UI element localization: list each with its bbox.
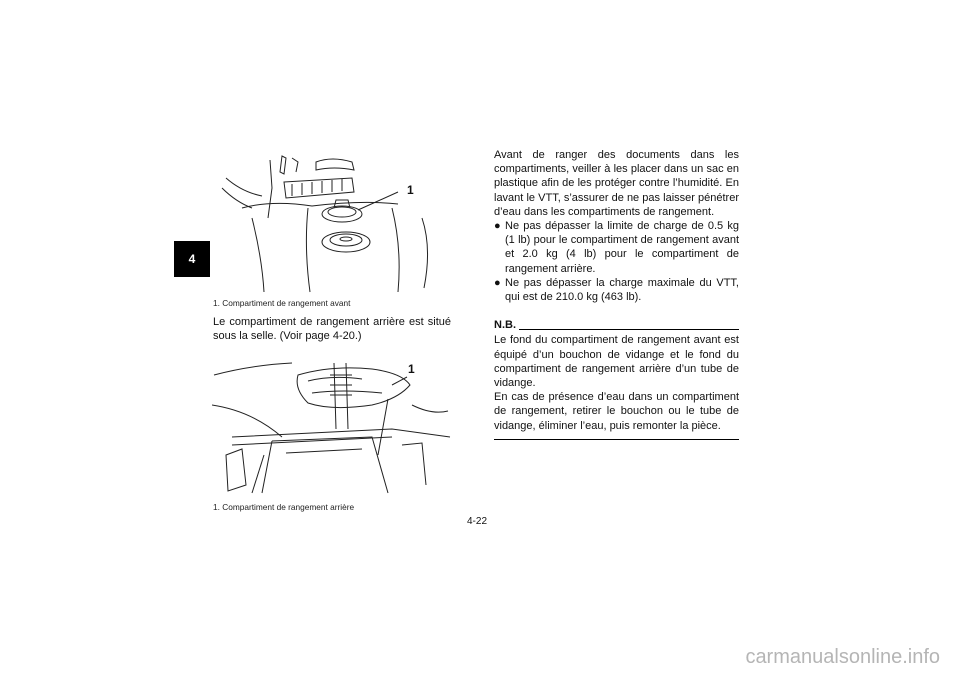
figure1-callout: 1: [407, 183, 414, 197]
figure1-caption: 1. Compartiment de rangement avant: [213, 298, 351, 308]
chapter-tab: 4: [174, 241, 210, 277]
page-number: 4-22: [467, 516, 488, 527]
figure2-caption: 1. Compartiment de rangement arrière: [213, 502, 355, 512]
bullet-icon: ●: [494, 276, 501, 289]
rear-storage-illustration: [212, 345, 452, 495]
figure2-callout: 1: [408, 362, 415, 376]
note-label: N.B.: [494, 319, 516, 332]
watermark: carmanualsonline.info: [745, 646, 940, 668]
list-item: [494, 276, 739, 304]
list-item-text: Ne pas dépasser la limite de charge de 0.5 kg (1 lb) pour le compartiment de rangement avant et 2.0 kg (4 lb) pour le compartiment de rangement arrière.: [505, 220, 739, 275]
note-header: [494, 318, 739, 332]
documents-paragraph: Avant de ranger des documents dans les compartiments, veiller à les placer dans un sac en plastique afin de les protéger contre l’humidité. En lavant le VTT, s’assurer de ne pas laisser pénétrer d’eau dans les compartiments de rangement.: [494, 149, 739, 218]
note-line: Le fond du compartiment de rangement avant est équipé d’un bouchon de vidange et le fond du compartiment de rangement arrière d’un tube de vidange.: [494, 334, 739, 390]
note-line: En cas de présence d’eau dans un compartiment de rangement, retirer le bouchon ou le tube de vidange, éliminer l’eau, puis remonter la pièce.: [494, 391, 739, 432]
note-end-rule: [494, 439, 739, 440]
load-limit-list: [494, 219, 739, 304]
figure-front-storage: [212, 148, 452, 294]
note-body: [494, 333, 739, 432]
figure-rear-storage: [212, 345, 452, 495]
right-column: [494, 148, 739, 440]
bullet-icon: ●: [494, 220, 501, 233]
front-storage-illustration: [212, 148, 452, 294]
list-item: [494, 219, 739, 276]
rear-storage-paragraph: Le compartiment de rangement arrière est situé sous la selle. (Voir page 4-20.): [213, 316, 451, 343]
note-rule: [519, 329, 739, 330]
list-item-text: Ne pas dépasser la charge maximale du VTT, qui est de 210.0 kg (463 lb).: [505, 276, 739, 304]
